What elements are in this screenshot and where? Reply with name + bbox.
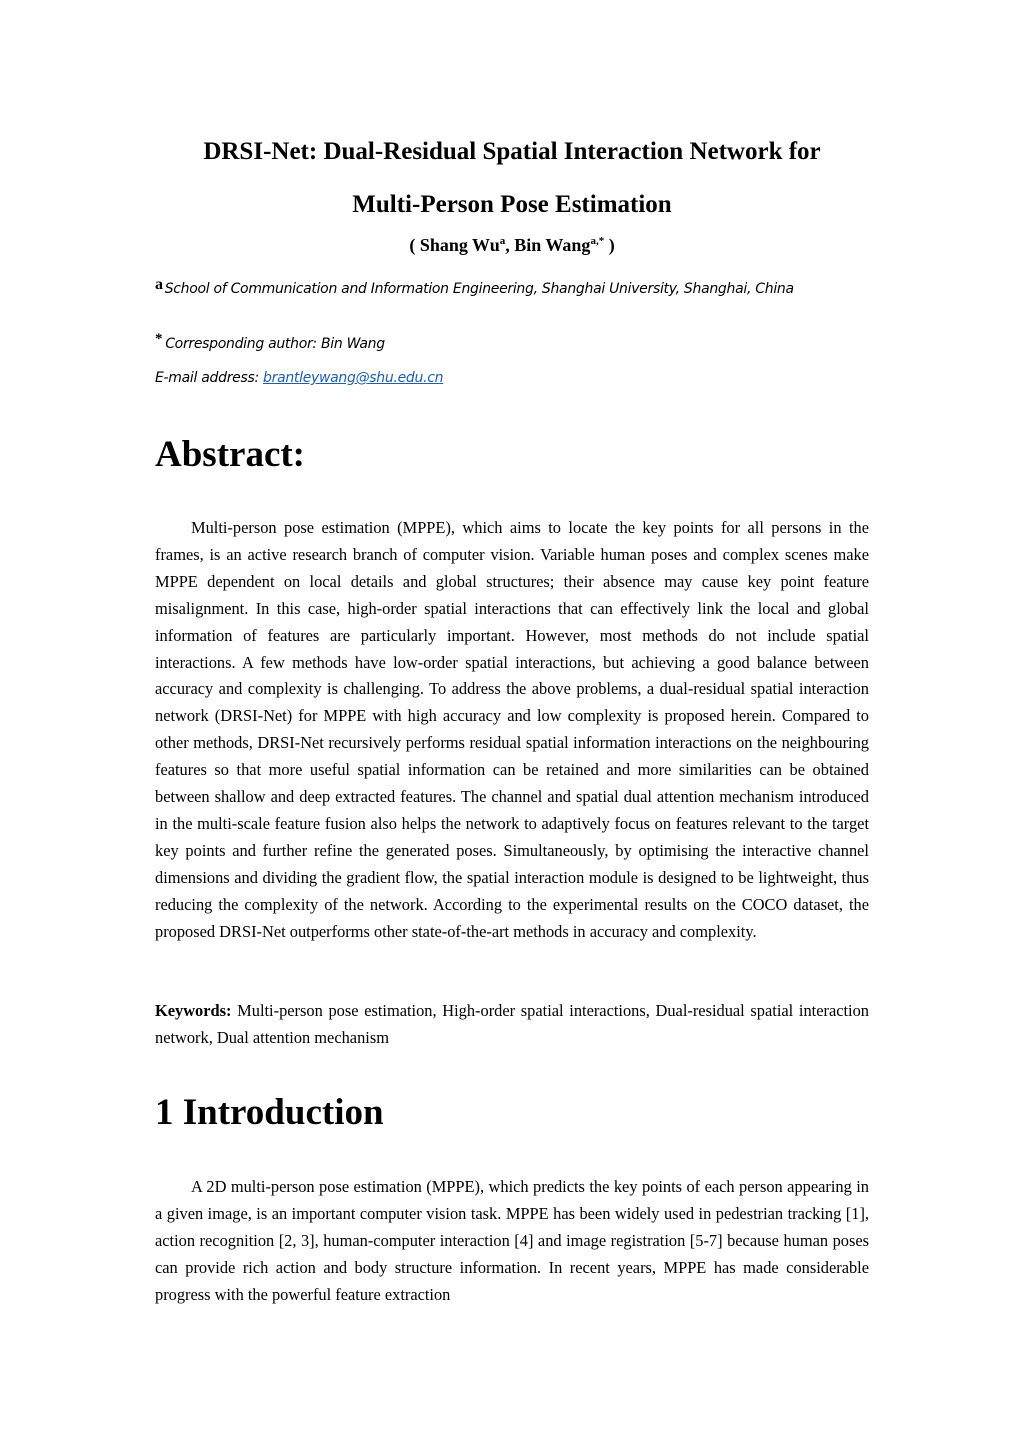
author-2-affiliation-mark: a,* (590, 235, 605, 247)
authors-close-paren: ) (604, 235, 615, 255)
affiliation (155, 275, 915, 299)
paper-title-line-1: DRSI-Net: Dual-Residual Spatial Interaction Network for (203, 138, 821, 165)
keywords-label: Keywords: (155, 1001, 232, 1020)
affiliation-mark: a (155, 276, 163, 293)
author-list (0, 233, 1024, 257)
author-1-name: Shang Wu (419, 235, 500, 255)
keywords (155, 998, 869, 1052)
abstract-heading: Abstract: (155, 434, 306, 475)
author-2-name: Bin Wang (514, 235, 591, 255)
corresponding-text: Corresponding author: Bin Wang (165, 336, 385, 352)
affiliation-text: School of Communication and Information Engineering, Shanghai University, Shanghai, China (164, 281, 794, 297)
introduction-heading: 1 Introduction (155, 1092, 384, 1133)
introduction-body: A 2D multi-person pose estimation (MPPE), which predicts the key points of each person appearing in a given image, is an important computer vision task. MPPE has been widely used in pedestrian tracking [1], action recognition [2, 3], human-computer interaction [4] and image registration [5-7] because human poses can provide rich action and body structure information. In recent years, MPPE has made considerable progress with the powerful feature extraction (155, 1177, 869, 1304)
abstract-body: Multi-person pose estimation (MPPE), which aims to locate the key points for all persons in the frames, is an active research branch of computer vision. Variable human poses and complex scenes make MPPE dependent on local details and global structures; their absence may cause key point feature misalignment. In this case, high-order spatial interactions that can effectively link the local and global information of features are particularly important. However, most methods do not include spatial interactions. A few methods have low-order spatial interactions, but achieving a good balance between accuracy and complexity is challenging. To address the above problems, a dual-residual spatial interaction network (DRSI-Net) for MPPE with high accuracy and low complexity is proposed herein. Compared to other methods, DRSI-Net recursively performs residual spatial information interactions on the neighbouring features so that more useful spatial information can be retained and more similarities can be obtained between shallow and deep extracted features. The channel and spatial dual attention mechanism introduced in the multi-scale feature fusion also helps the network to adaptively focus on features relevant to the target key points and further refine the generated poses. Simultaneously, by optimising the interactive channel dimensions and dividing the gradient flow, the spatial interaction module is designed to be lightweight, thus reducing the complexity of the network. According to the experimental results on the COCO dataset, the proposed DRSI-Net outperforms other state-of-the-art methods in accuracy and complexity. (155, 518, 869, 941)
email-label: E-mail address: (155, 370, 264, 386)
paper-title-line-2: Multi-Person Pose Estimation (352, 191, 672, 218)
email-line (155, 368, 443, 388)
corresponding-mark: * (155, 331, 163, 347)
author-1-affiliation-mark: a (499, 235, 506, 247)
authors-open-paren: ( (409, 235, 420, 255)
keywords-text: Multi-person pose estimation, High-order spatial interactions, Dual-residual spatial interaction network, Dual attention mechanism (155, 1001, 869, 1047)
email-link[interactable]: brantleywang@shu.edu.cn (263, 370, 444, 386)
corresponding-author (155, 329, 385, 354)
authors-separator: , (505, 235, 515, 255)
